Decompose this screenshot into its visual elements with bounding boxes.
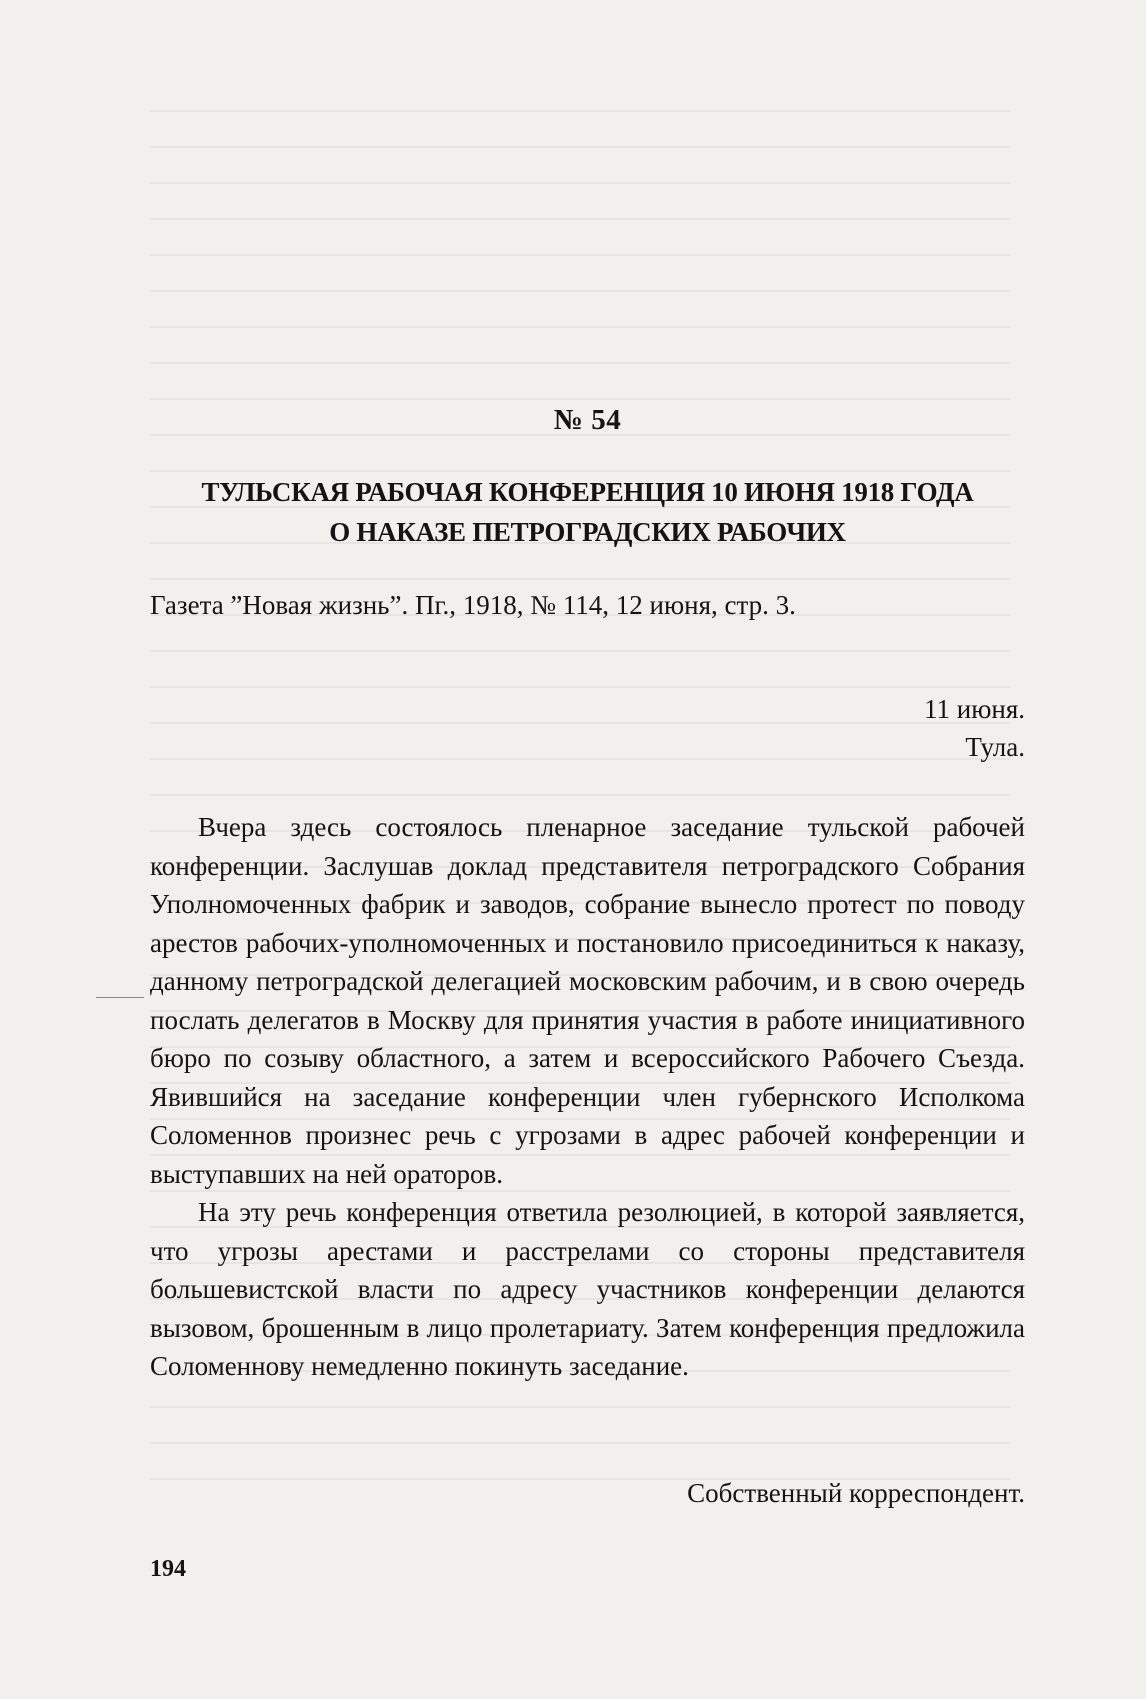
page-number: 194 bbox=[150, 1556, 186, 1582]
article-body bbox=[150, 808, 1025, 1386]
margin-mark bbox=[96, 997, 144, 998]
document-title bbox=[150, 472, 1025, 552]
document-page bbox=[150, 0, 1025, 1699]
signature: Собственный корреспондент. bbox=[687, 1478, 1025, 1508]
title-line-2: О НАКАЗЕ ПЕТРОГРАДСКИХ РАБОЧИХ bbox=[329, 517, 846, 547]
title-line-1: ТУЛЬСКАЯ РАБОЧАЯ КОНФЕРЕНЦИЯ 10 ИЮНЯ 1918 ГОДА bbox=[201, 477, 974, 507]
source-citation: Газета ”Новая жизнь”. Пг., 1918, № 114, 12 июня, стр. 3. bbox=[150, 590, 796, 620]
document-number: № 54 bbox=[553, 404, 622, 436]
dateline-place: Тула. bbox=[965, 732, 1025, 762]
paragraph-1: Вчера здесь состоялось пленарное заседание тульской рабочей конференции. Заслушав доклад представителя петроградского Собрания Уполномоченных фабрик и заводов, собрание вынесло протест по поводу арестов рабочих-уполномоченных и постановило присоединиться к наказу, данному петроградской делегацией московским рабочим, и в свою очередь послать делегатов в Москву для принятия участия в работе инициативного бюро по созыву областного, а затем и всероссийского Рабочего Съезда. Явившийся на заседание конференции член губернского Исполкома Соломеннов произнес речь с угрозами в адрес рабочей конференции и выступавших на ней ораторов. bbox=[150, 812, 1025, 1189]
dateline bbox=[725, 690, 1025, 766]
paragraph-2: На эту речь конференция ответила резолюцией, в которой заявляется, что угрозы арестами и расстрелами со стороны представителя большевистской власти по адресу участников конференции делаются вызовом, брошенным в лицо пролетариату. Затем конференция предложила Соломеннову немедленно покинуть заседание. bbox=[150, 1197, 1025, 1381]
dateline-date: 11 июня. bbox=[924, 694, 1025, 724]
